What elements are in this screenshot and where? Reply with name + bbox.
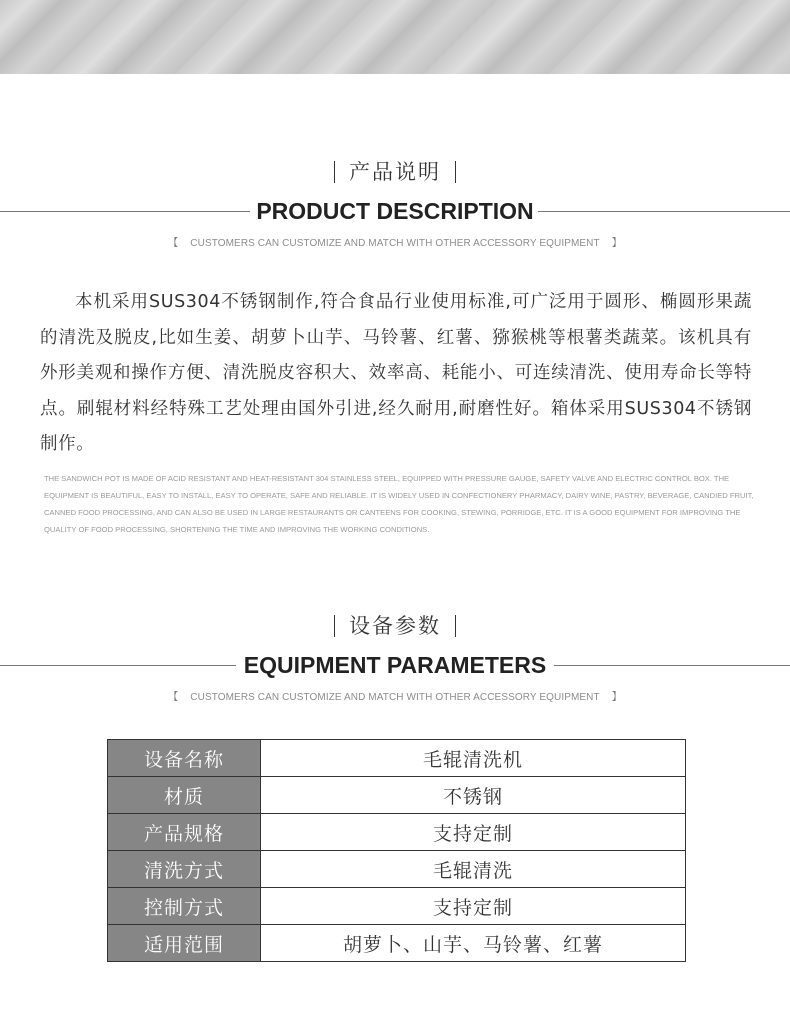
equipment-parameters-header [0,610,790,703]
product-description-header [0,156,790,249]
title-divider-left [334,161,335,183]
param-value: 胡萝卜、山芋、马铃薯、红薯 [261,925,686,962]
section-title-cn [0,156,790,186]
title-divider-left [334,615,335,637]
bracket-left: 【 [168,692,179,703]
description-en: THE SANDWICH POT IS MADE OF ACID RESISTANT AND HEAT-RESISTANT 304 STAINLESS STEEL, EQUIPPED WITH PRESSURE GAUGE, SAFETY VALVE AND ELECTRIC CONTROL BOX. THE EQUIPMENT IS BEAUTIFUL, EASY TO INSTALL, EASY TO OPERATE, SAFE AND RELIABLE. IT IS WIDELY USED IN CONFECTIONERY PHARMACY, DAIRY WINE, PASTRY, BEVERAGE, CANDIED FRUIT, CANNED FOOD PROCESSING, AND CAN ALSO BE USED IN LARGE RESTAURANTS OR CANTEENS FOR COOKING, STEWING, PORRIDGE, ETC. IT IS A GOOD EQUIPMENT FOR IMPROVING THE QUALITY OF FOOD PROCESSING, SHORTENING THE TIME AND IMPROVING THE WORKING CONDITIONS. [44,474,754,534]
param-key: 产品规格 [108,814,261,851]
section-title-en-row [0,194,790,228]
description-cn: 本机采用SUS304不锈钢制作,符合食品行业使用标准,可广泛用于圆形、椭圆形果蔬的清洗及脱皮,比如生姜、胡萝卜山芋、马铃薯、红薯、猕猴桃等根薯类蔬菜。该机具有外形美观和操作方便、清洗脱皮容积大、效率高、耗能小、可连续清洗、使用寿命长等特点。刷辊材料经特殊工艺处理由国外引进,经久耐用,耐磨性好。箱体采用SUS304不锈钢制作。 [40,292,752,454]
section-subtitle [0,688,790,703]
table-row [108,740,686,777]
param-value: 毛辊清洗机 [261,740,686,777]
table-row [108,851,686,888]
table-row [108,888,686,925]
product-title-cn: 产品说明 [349,160,441,184]
table-row [108,814,686,851]
subtitle-text: CUSTOMERS CAN CUSTOMIZE AND MATCH WITH OTHER ACCESSORY EQUIPMENT [190,692,600,703]
section-title-cn [0,610,790,640]
subtitle-text: CUSTOMERS CAN CUSTOMIZE AND MATCH WITH OTHER ACCESSORY EQUIPMENT [190,238,600,249]
param-key: 适用范围 [108,925,261,962]
section-subtitle [0,234,790,249]
table-row [108,777,686,814]
title-divider-right [455,161,456,183]
bracket-right: 】 [611,692,622,703]
param-value: 支持定制 [261,814,686,851]
param-key: 清洗方式 [108,851,261,888]
table-row [108,925,686,962]
parameters-table [107,739,686,962]
param-key: 设备名称 [108,740,261,777]
param-value: 支持定制 [261,888,686,925]
bracket-right: 】 [611,238,622,249]
params-title-cn: 设备参数 [349,614,441,638]
param-value: 不锈钢 [261,777,686,814]
section-title-en-row [0,648,790,682]
bracket-left: 【 [168,238,179,249]
param-key: 材质 [108,777,261,814]
product-title-en: PRODUCT DESCRIPTION [256,198,534,224]
params-title-en: EQUIPMENT PARAMETERS [243,652,547,678]
param-key: 控制方式 [108,888,261,925]
title-divider-right [455,615,456,637]
top-banner [0,0,790,74]
param-value: 毛辊清洗 [261,851,686,888]
